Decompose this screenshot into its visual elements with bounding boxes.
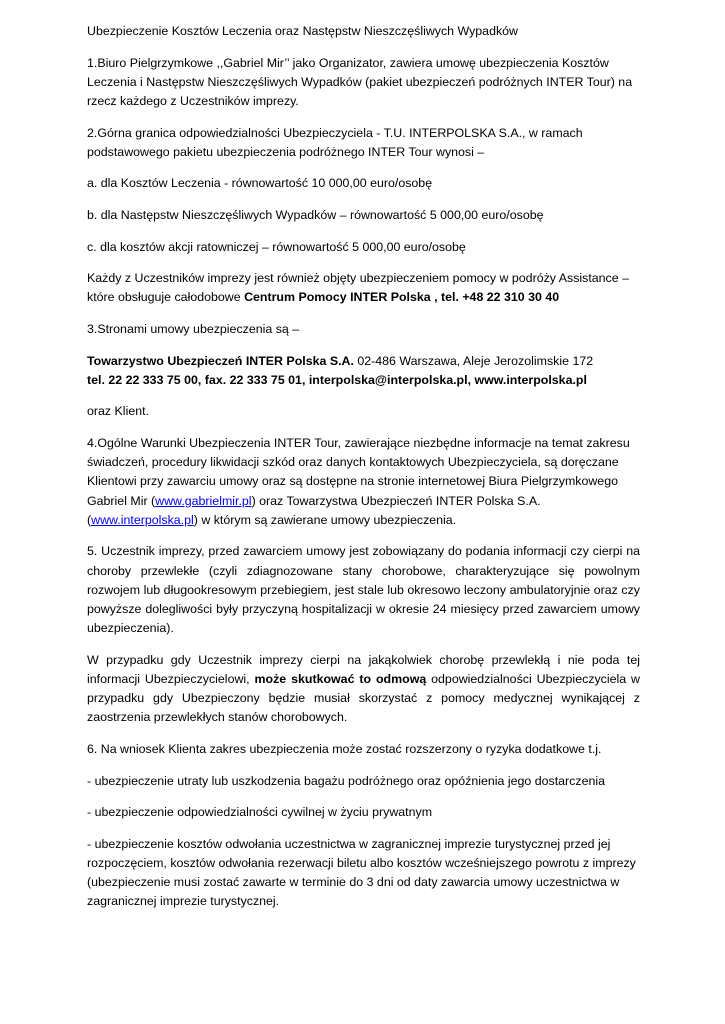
assistance-paragraph: [87, 269, 640, 307]
paragraph-4-text-3: ) w którym są zawierane umowy ubezpieczenia.: [193, 512, 457, 527]
client-line: oraz Klient.: [87, 404, 149, 419]
paragraph-2: 2.Górna granica odpowiedzialności Ubezpieczyciela - T.U. INTERPOLSKA S.A., w ramach podstawowego pakietu ubezpieczenia podróżnego INTER Tour wynosi –: [87, 125, 583, 159]
paragraph-6a: - ubezpieczenie utraty lub uszkodzenia bagażu podróżnego oraz opóźnienia jego dostarczenia: [87, 773, 605, 788]
interpolska-link[interactable]: www.interpolska.pl: [91, 512, 194, 527]
document-title: Ubezpieczenie Kosztów Leczenia oraz Następstw Nieszczęśliwych Wypadków: [87, 24, 518, 38]
paragraph-5b-text-2: odpowiedzialności Ubezpieczyciela w przypadku gdy Ubezpieczony będzie musiał skorzystać z pomocy medycznej wynikającej z zaostrzenia przewlekłych stanów chorobowych.: [87, 671, 641, 725]
document-page: [87, 22, 640, 924]
insurer-contact: tel. 22 22 333 75 00, fax. 22 333 75 01, interpolska@interpolska.pl, www.interpolska.pl: [87, 372, 587, 387]
paragraph-2a: a. dla Kosztów Leczenia - równowartość 10 000,00 euro/osobę: [87, 176, 433, 191]
insurer-block: [87, 352, 640, 390]
paragraph-3: 3.Stronami umowy ubezpieczenia są –: [87, 321, 300, 336]
paragraph-6c: - ubezpieczenie kosztów odwołania uczestnictwa w zagranicznej imprezie turystycznej przed jej rozpoczęciem, kosztów odwołania rezerwacji biletu albo kosztów wcześniejszego powrotu z imprezy (ubezpieczenie musi zostać zawarte w terminie do 3 dni od daty zawarcia umowy uczestnictwa w zagranicznej imprezie turystycznej.: [87, 836, 636, 909]
paragraph-6b: - ubezpieczenie odpowiedzialności cywilnej w życiu prywatnym: [87, 805, 433, 820]
refusal-warning: może skutkować to odmową: [254, 671, 427, 686]
assistance-text: Każdy z Uczestników imprezy jest również objęty ubezpieczeniem pomocy w podróży Assistance – które obsługuje całodobowe: [87, 271, 629, 305]
insurer-name: Towarzystwo Ubezpieczeń INTER Polska S.A.: [87, 353, 354, 368]
paragraph-5b-text-1: W przypadku gdy Uczestnik imprezy cierpi na jakąkolwiek chorobę przewlekłą i nie poda tej informacji Ubezpieczycielowi,: [87, 652, 640, 686]
assistance-center: Centrum Pomocy INTER Polska , tel. +48 22 310 30 40: [244, 290, 560, 305]
paragraph-4: [87, 434, 640, 530]
paragraph-2b: b. dla Następstw Nieszczęśliwych Wypadków – równowartość 5 000,00 euro/osobę: [87, 207, 544, 222]
paragraph-5b: [87, 651, 640, 728]
paragraph-4-text-1: 4.Ogólne Warunki Ubezpieczenia INTER Tour, zawierające niezbędne informacje na temat zakresu świadczeń, procedury likwidacji szkód oraz danych kontaktowych Ubezpieczyciela, są doręczane Klientowi przy zawarciu umowy oraz są dostępne na stronie internetowej Biura Pielgrzymkowego Gabriel Mir (: [87, 435, 630, 508]
paragraph-6: 6. Na wniosek Klienta zakres ubezpieczenia może zostać rozszerzony o ryzyka dodatkowe t.j.: [87, 741, 602, 756]
paragraph-4-text-2: ) oraz Towarzystwa Ubezpieczeń INTER Polska S.A. (: [87, 493, 541, 527]
paragraph-5: 5. Uczestnik imprezy, przed zawarciem umowy jest zobowiązany do podania informacji czy cierpi na choroby przewlekłe (czyli zdiagnozowane stany chorobowe, charakteryzujące się powolnym rozwojem lub długookresowym przebiegiem, jest stale lub okresowo leczony ambulatoryjnie oraz czy powyższe dolegliwości były przyczyną hospitalizacji w okresie 24 miesięcy przed zawarciem umowy ubezpieczenia).: [87, 544, 640, 636]
paragraph-1: 1.Biuro Pielgrzymkowe ,,Gabriel Mir’’ jako Organizator, zawiera umowę ubezpieczenia Kosztów Leczenia i Następstw Nieszczęśliwych Wypadków (pakiet ubezpieczeń podróżnych INTER Tour) na rzecz każdego z Uczestników imprezy.: [87, 55, 633, 108]
gabrielmir-link[interactable]: www.gabrielmir.pl: [155, 493, 252, 508]
paragraph-2c: c. dla kosztów akcji ratowniczej – równowartość 5 000,00 euro/osobę: [87, 239, 466, 254]
insurer-address: 02-486 Warszawa, Aleje Jerozolimskie 172: [353, 353, 594, 368]
